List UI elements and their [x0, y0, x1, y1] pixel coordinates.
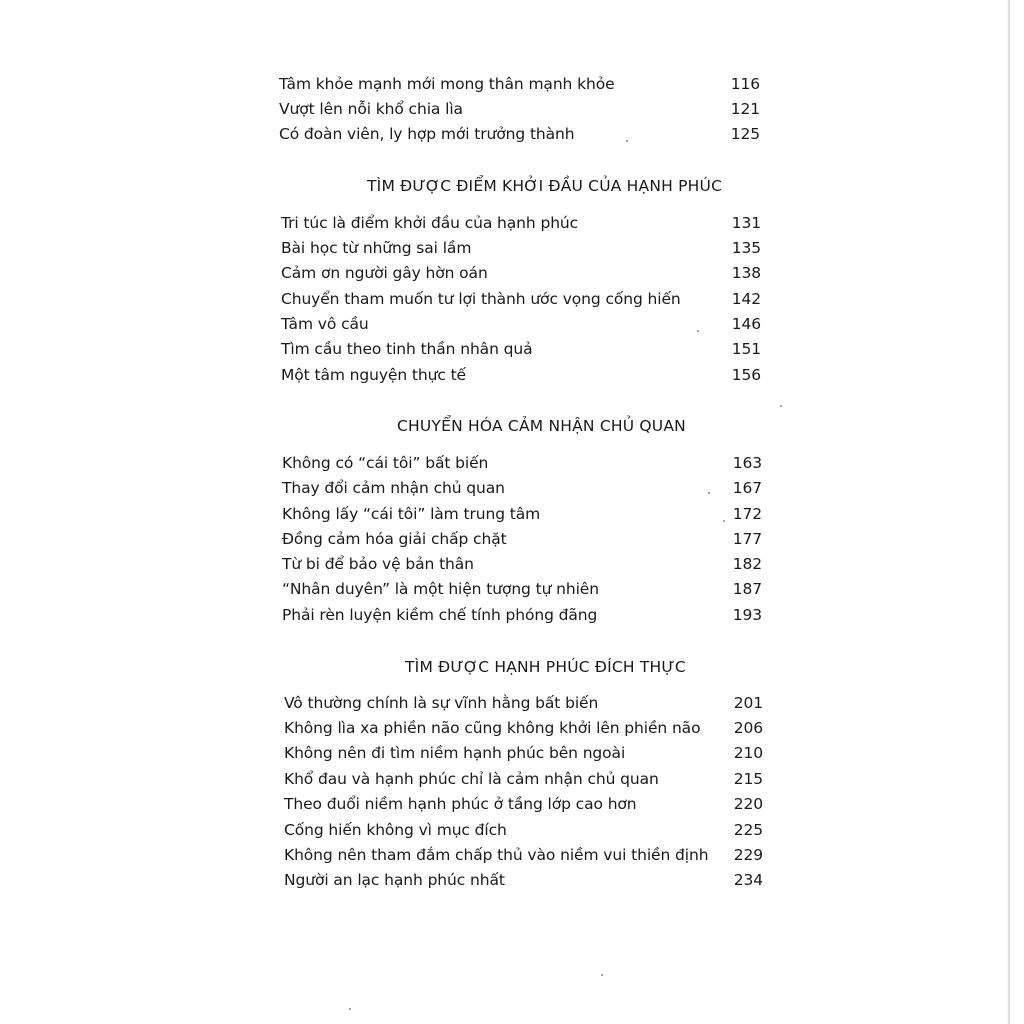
toc-entry-page: 229 [733, 846, 763, 864]
toc-entry [0, 741, 1024, 765]
section-heading [0, 654, 1024, 680]
toc-entry-page: 215 [733, 770, 763, 788]
toc-entry-title: Cảm ơn người gây hờn oán [281, 264, 488, 282]
toc-entry-title: Không lấy “cái tôi” làm trung tâm [282, 505, 541, 523]
toc-entry-title: Không lìa xa phiền não cũng không khởi lên phiền não [284, 719, 701, 737]
toc-entry-title: Không có “cái tôi” bất biến [282, 454, 489, 472]
toc-entry-title: Cống hiến không vì mục đích [284, 821, 507, 839]
toc-entry-title: Vô thường chính là sự vĩnh hằng bất biến [284, 694, 599, 712]
toc-entry [0, 527, 1024, 551]
toc-entry-title: Chuyển tham muốn tư lợi thành ước vọng cống hiến [281, 290, 681, 308]
scan-speck [780, 405, 782, 407]
toc-entry-page: 167 [732, 479, 762, 497]
toc-entry [0, 502, 1024, 526]
toc-entry-title: Thay đổi cảm nhận chủ quan [282, 479, 505, 497]
toc-entry [0, 868, 1024, 892]
toc-entry-page: 151 [731, 340, 761, 358]
toc-entry-title: Đồng cảm hóa giải chấp chặt [282, 530, 507, 548]
toc-entry-page: 225 [733, 821, 763, 839]
toc-entry-title: Không nên đi tìm niềm hạnh phúc bên ngoài [284, 744, 626, 762]
toc-entry [0, 337, 1024, 361]
scan-speck [349, 1008, 351, 1010]
toc-entry-page: 146 [731, 315, 761, 333]
toc-entry [0, 843, 1024, 867]
toc-entry [0, 261, 1024, 285]
toc-entry [0, 818, 1024, 842]
toc-entry [0, 287, 1024, 311]
toc-entry-title: Theo đuổi niềm hạnh phúc ở tầng lớp cao hơn [284, 795, 637, 813]
toc-entry-title: Tìm cầu theo tinh thần nhân quả [281, 340, 533, 358]
toc-entry [0, 211, 1024, 235]
toc-entry [0, 451, 1024, 475]
toc-entry-title: Tâm khỏe mạnh mới mong thân mạnh khỏe [279, 75, 615, 93]
toc-entry-title: “Nhân duyên” là một hiện tượng tự nhiên [282, 580, 599, 598]
toc-entry-page: 206 [733, 719, 763, 737]
toc-entry-page: 163 [732, 454, 762, 472]
toc-entry-title: Khổ đau và hạnh phúc chỉ là cảm nhận chủ quan [284, 770, 659, 788]
section-heading-text: CHUYỂN HÓA CẢM NHẬN CHỦ QUAN [397, 417, 686, 435]
toc-entry-title: Tri túc là điểm khởi đầu của hạnh phúc [281, 214, 579, 232]
toc-entry [0, 716, 1024, 740]
toc-entry-page: 210 [733, 744, 763, 762]
toc-entry [0, 767, 1024, 791]
section-heading-text: TÌM ĐƯỢC HẠNH PHÚC ĐÍCH THỰC [405, 658, 686, 676]
toc-entry-title: Phải rèn luyện kiềm chế tính phóng đãng [282, 606, 598, 624]
toc-entry-title: Tâm vô cầu [281, 315, 369, 333]
toc-entry-page: 135 [731, 239, 761, 257]
toc-entry-title: Vượt lên nỗi khổ chia lìa [279, 100, 463, 118]
toc-entry [0, 577, 1024, 601]
toc-entry-page: 220 [733, 795, 763, 813]
toc-entry-page: 125 [730, 125, 760, 143]
toc-entry-page: 182 [732, 555, 762, 573]
toc-entry [0, 236, 1024, 260]
toc-entry-page: 201 [733, 694, 763, 712]
scan-speck [723, 520, 725, 522]
toc-entry-page: 177 [732, 530, 762, 548]
scan-speck [697, 330, 699, 332]
scan-speck [601, 974, 603, 976]
section-heading [0, 173, 1024, 199]
scan-speck [708, 492, 710, 494]
toc-entry [0, 122, 1024, 146]
section-heading-text: TÌM ĐƯỢC ĐIỂM KHỞI ĐẦU CỦA HẠNH PHÚC [367, 177, 723, 195]
toc-entry [0, 312, 1024, 336]
toc-entry-page: 121 [730, 100, 760, 118]
toc-entry-title: Một tâm nguyện thực tế [281, 366, 466, 384]
scan-speck [626, 140, 628, 142]
toc-entry-title: Không nên tham đắm chấp thủ vào niềm vui thiền định [284, 846, 709, 864]
toc-entry [0, 691, 1024, 715]
toc-entry-page: 156 [731, 366, 761, 384]
toc-entry-title: Bài học từ những sai lầm [281, 239, 472, 257]
toc-entry [0, 792, 1024, 816]
toc-entry-title: Có đoàn viên, ly hợp mới trưởng thành [279, 125, 575, 143]
toc-entry-page: 187 [732, 580, 762, 598]
toc-entry-page: 138 [731, 264, 761, 282]
toc-entry [0, 72, 1024, 96]
toc-entry [0, 552, 1024, 576]
toc-entry [0, 476, 1024, 500]
toc-entry-page: 172 [732, 505, 762, 523]
toc-entry-title: Người an lạc hạnh phúc nhất [284, 871, 505, 889]
toc-entry-page: 142 [731, 290, 761, 308]
section-heading [0, 413, 1024, 439]
toc-entry-page: 234 [733, 871, 763, 889]
toc-entry-page: 193 [732, 606, 762, 624]
toc-entry-title: Từ bi để bảo vệ bản thân [282, 555, 474, 573]
toc-entry [0, 363, 1024, 387]
toc-entry [0, 603, 1024, 627]
toc-entry-page: 116 [730, 75, 760, 93]
toc-entry-page: 131 [731, 214, 761, 232]
toc-entry [0, 97, 1024, 121]
